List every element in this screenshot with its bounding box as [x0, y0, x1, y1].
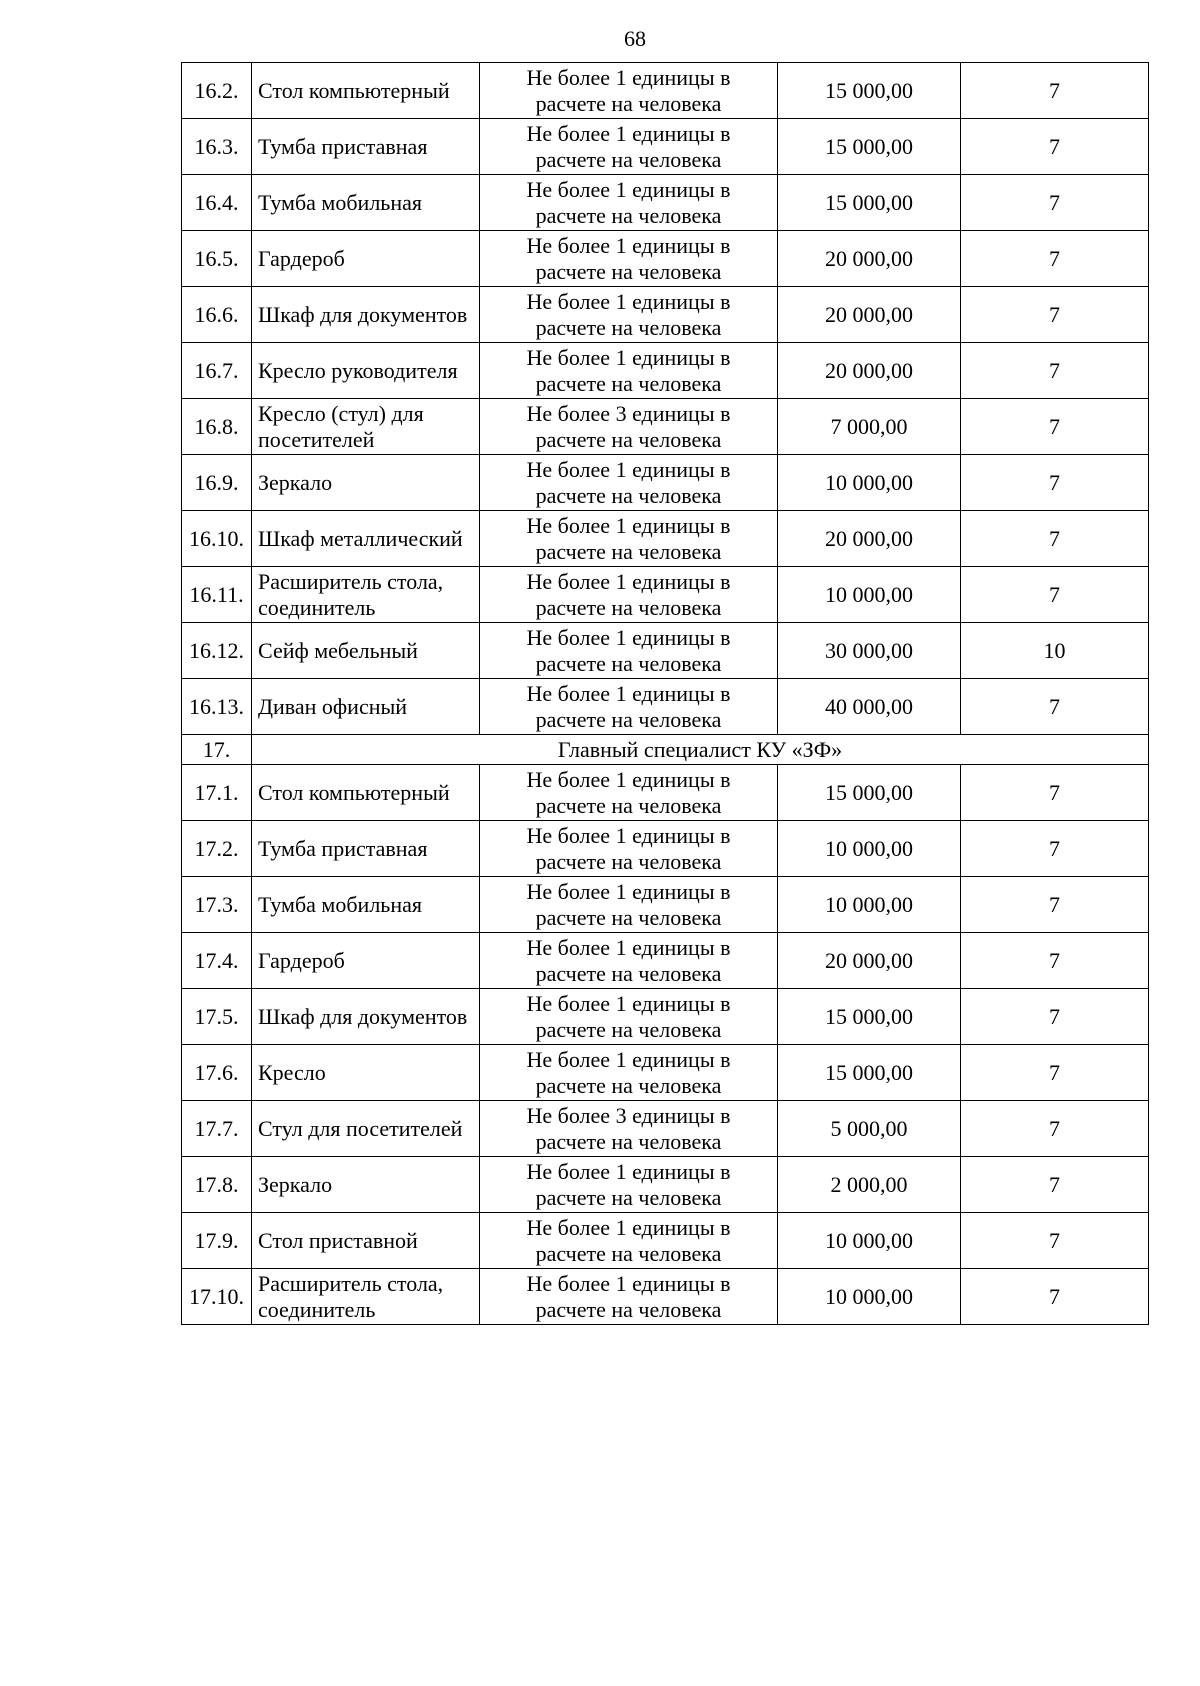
table-row [182, 399, 1149, 455]
item-name: Шкаф для документов [252, 287, 480, 343]
row-number: 16.12. [182, 623, 252, 679]
service-life: 7 [961, 1157, 1149, 1213]
quantity-norm-line: расчете на человека [535, 848, 722, 874]
item-name: Стол компьютерный [252, 765, 480, 821]
quantity-norm-line: расчете на человека [535, 1072, 722, 1098]
table-row [182, 567, 1149, 623]
quantity-norm-line: Не более 1 единицы в [526, 232, 731, 258]
table-row [182, 63, 1149, 119]
quantity-norm-line: Не более 1 единицы в [526, 934, 731, 960]
quantity-norm-line: расчете на человека [535, 650, 722, 676]
row-number: 16.7. [182, 343, 252, 399]
quantity-norm-line: Не более 1 единицы в [526, 624, 731, 650]
quantity-norm-line: расчете на человека [535, 1240, 722, 1266]
row-number: 16.3. [182, 119, 252, 175]
row-number: 17.4. [182, 933, 252, 989]
item-name: Шкаф металлический [252, 511, 480, 567]
table-row [182, 933, 1149, 989]
item-name: Тумба мобильная [252, 877, 480, 933]
price-limit: 5 000,00 [778, 1101, 961, 1157]
price-limit: 30 000,00 [778, 623, 961, 679]
row-number: 16.11. [182, 567, 252, 623]
row-number: 17.10. [182, 1269, 252, 1325]
table-row [182, 1269, 1149, 1325]
table-row [182, 231, 1149, 287]
row-number: 17. [182, 735, 252, 765]
row-number: 16.5. [182, 231, 252, 287]
service-life: 7 [961, 933, 1149, 989]
quantity-norm-line: расчете на человека [535, 1016, 722, 1042]
quantity-norm [480, 1213, 778, 1269]
table-row [182, 511, 1149, 567]
service-life: 7 [961, 989, 1149, 1045]
service-life: 7 [961, 287, 1149, 343]
service-life: 7 [961, 455, 1149, 511]
service-life: 7 [961, 765, 1149, 821]
row-number: 17.5. [182, 989, 252, 1045]
price-limit: 10 000,00 [778, 567, 961, 623]
item-name: Гардероб [252, 933, 480, 989]
price-limit: 15 000,00 [778, 765, 961, 821]
price-limit: 20 000,00 [778, 343, 961, 399]
item-name: Гардероб [252, 231, 480, 287]
service-life: 7 [961, 119, 1149, 175]
quantity-norm-line: Не более 1 единицы в [526, 1270, 731, 1296]
quantity-norm-line: Не более 1 единицы в [526, 822, 731, 848]
service-life: 7 [961, 821, 1149, 877]
item-name: Кресло руководителя [252, 343, 480, 399]
quantity-norm-line: расчете на человека [535, 904, 722, 930]
row-number: 16.13. [182, 679, 252, 735]
service-life: 7 [961, 679, 1149, 735]
table-row [182, 455, 1149, 511]
section-title: Главный специалист КУ «ЗФ» [252, 735, 1149, 765]
quantity-norm-line: расчете на человека [535, 90, 722, 116]
item-name: Кресло (стул) для посетителей [252, 399, 480, 455]
price-limit: 10 000,00 [778, 1213, 961, 1269]
quantity-norm-line: расчете на человека [535, 314, 722, 340]
table-row [182, 119, 1149, 175]
quantity-norm [480, 933, 778, 989]
table-row [182, 175, 1149, 231]
table-row [182, 623, 1149, 679]
quantity-norm [480, 623, 778, 679]
service-life: 7 [961, 175, 1149, 231]
service-life: 7 [961, 231, 1149, 287]
item-name: Расширитель стола, соединитель [252, 567, 480, 623]
row-number: 17.8. [182, 1157, 252, 1213]
quantity-norm-line: расчете на человека [535, 426, 722, 452]
table-row [182, 989, 1149, 1045]
item-name: Тумба мобильная [252, 175, 480, 231]
item-name: Шкаф для документов [252, 989, 480, 1045]
page-number: 68 [624, 26, 646, 51]
price-limit: 10 000,00 [778, 821, 961, 877]
quantity-norm-line: Не более 1 единицы в [526, 878, 731, 904]
quantity-norm-line: расчете на человека [535, 1296, 722, 1322]
table-row [182, 821, 1149, 877]
quantity-norm-line: расчете на человека [535, 1128, 722, 1154]
item-name: Тумба приставная [252, 821, 480, 877]
table-row [182, 765, 1149, 821]
item-name: Диван офисный [252, 679, 480, 735]
price-limit: 2 000,00 [778, 1157, 961, 1213]
quantity-norm [480, 399, 778, 455]
quantity-norm-line: Не более 1 единицы в [526, 1046, 731, 1072]
quantity-norm [480, 1101, 778, 1157]
row-number: 17.1. [182, 765, 252, 821]
quantity-norm [480, 455, 778, 511]
service-life: 7 [961, 399, 1149, 455]
quantity-norm [480, 63, 778, 119]
row-number: 17.2. [182, 821, 252, 877]
quantity-norm-line: Не более 1 единицы в [526, 1158, 731, 1184]
quantity-norm [480, 1157, 778, 1213]
item-name: Зеркало [252, 455, 480, 511]
quantity-norm-line: расчете на человека [535, 960, 722, 986]
table-row [182, 679, 1149, 735]
quantity-norm [480, 765, 778, 821]
item-name: Сейф мебельный [252, 623, 480, 679]
quantity-norm [480, 119, 778, 175]
quantity-norm-line: расчете на человека [535, 202, 722, 228]
quantity-norm [480, 287, 778, 343]
table-row [182, 1213, 1149, 1269]
price-limit: 40 000,00 [778, 679, 961, 735]
quantity-norm-line: Не более 1 единицы в [526, 344, 731, 370]
quantity-norm [480, 877, 778, 933]
table-row [182, 343, 1149, 399]
item-name: Тумба приставная [252, 119, 480, 175]
price-limit: 15 000,00 [778, 1045, 961, 1101]
price-limit: 10 000,00 [778, 877, 961, 933]
quantity-norm-line: Не более 1 единицы в [526, 1214, 731, 1240]
row-number: 17.3. [182, 877, 252, 933]
service-life: 7 [961, 63, 1149, 119]
quantity-norm [480, 821, 778, 877]
service-life: 7 [961, 567, 1149, 623]
price-limit: 15 000,00 [778, 989, 961, 1045]
quantity-norm-line: Не более 1 единицы в [526, 456, 731, 482]
price-limit: 20 000,00 [778, 511, 961, 567]
item-name: Стол приставной [252, 1213, 480, 1269]
quantity-norm [480, 1269, 778, 1325]
item-name: Кресло [252, 1045, 480, 1101]
quantity-norm-line: расчете на человека [535, 482, 722, 508]
quantity-norm-line: расчете на человека [535, 538, 722, 564]
service-life: 7 [961, 1101, 1149, 1157]
quantity-norm-line: Не более 1 единицы в [526, 288, 731, 314]
price-limit: 15 000,00 [778, 175, 961, 231]
quantity-norm [480, 175, 778, 231]
quantity-norm [480, 679, 778, 735]
price-limit: 10 000,00 [778, 1269, 961, 1325]
quantity-norm-line: Не более 1 единицы в [526, 176, 731, 202]
quantity-norm-line: Не более 1 единицы в [526, 568, 731, 594]
service-life: 7 [961, 1269, 1149, 1325]
price-limit: 15 000,00 [778, 119, 961, 175]
table-row [182, 877, 1149, 933]
row-number: 16.8. [182, 399, 252, 455]
price-limit: 15 000,00 [778, 63, 961, 119]
row-number: 16.2. [182, 63, 252, 119]
table-row [182, 1045, 1149, 1101]
quantity-norm-line: Не более 1 единицы в [526, 990, 731, 1016]
row-number: 16.10. [182, 511, 252, 567]
row-number: 17.6. [182, 1045, 252, 1101]
row-number: 16.9. [182, 455, 252, 511]
quantity-norm-line: расчете на человека [535, 258, 722, 284]
quantity-norm-line: Не более 3 единицы в [526, 400, 731, 426]
price-limit: 20 000,00 [778, 933, 961, 989]
quantity-norm-line: расчете на человека [535, 792, 722, 818]
service-life: 7 [961, 877, 1149, 933]
quantity-norm-line: Не более 1 единицы в [526, 64, 731, 90]
quantity-norm-line: Не более 3 единицы в [526, 1102, 731, 1128]
price-limit: 20 000,00 [778, 231, 961, 287]
quantity-norm-line: расчете на человека [535, 706, 722, 732]
quantity-norm [480, 1045, 778, 1101]
price-limit: 7 000,00 [778, 399, 961, 455]
row-number: 16.6. [182, 287, 252, 343]
quantity-norm-line: расчете на человека [535, 370, 722, 396]
quantity-norm [480, 989, 778, 1045]
item-name: Стул для посетителей [252, 1101, 480, 1157]
item-name: Стол компьютерный [252, 63, 480, 119]
quantity-norm [480, 567, 778, 623]
row-number: 17.7. [182, 1101, 252, 1157]
item-name: Расширитель стола, соединитель [252, 1269, 480, 1325]
service-life: 7 [961, 343, 1149, 399]
quantity-norm-line: Не более 1 единицы в [526, 512, 731, 538]
service-life: 7 [961, 1045, 1149, 1101]
price-limit: 10 000,00 [778, 455, 961, 511]
table-body [182, 63, 1149, 1325]
service-life: 7 [961, 1213, 1149, 1269]
row-number: 16.4. [182, 175, 252, 231]
table-row [182, 287, 1149, 343]
quantity-norm-line: Не более 1 единицы в [526, 120, 731, 146]
section-row [182, 735, 1149, 765]
table-row [182, 1101, 1149, 1157]
furniture-norms-table [181, 62, 1149, 1325]
quantity-norm-line: расчете на человека [535, 594, 722, 620]
price-limit: 20 000,00 [778, 287, 961, 343]
service-life: 10 [961, 623, 1149, 679]
quantity-norm-line: расчете на человека [535, 1184, 722, 1210]
quantity-norm [480, 231, 778, 287]
item-name: Зеркало [252, 1157, 480, 1213]
quantity-norm-line: расчете на человека [535, 146, 722, 172]
service-life: 7 [961, 511, 1149, 567]
quantity-norm [480, 511, 778, 567]
table-row [182, 1157, 1149, 1213]
quantity-norm-line: Не более 1 единицы в [526, 766, 731, 792]
quantity-norm-line: Не более 1 единицы в [526, 680, 731, 706]
row-number: 17.9. [182, 1213, 252, 1269]
quantity-norm [480, 343, 778, 399]
